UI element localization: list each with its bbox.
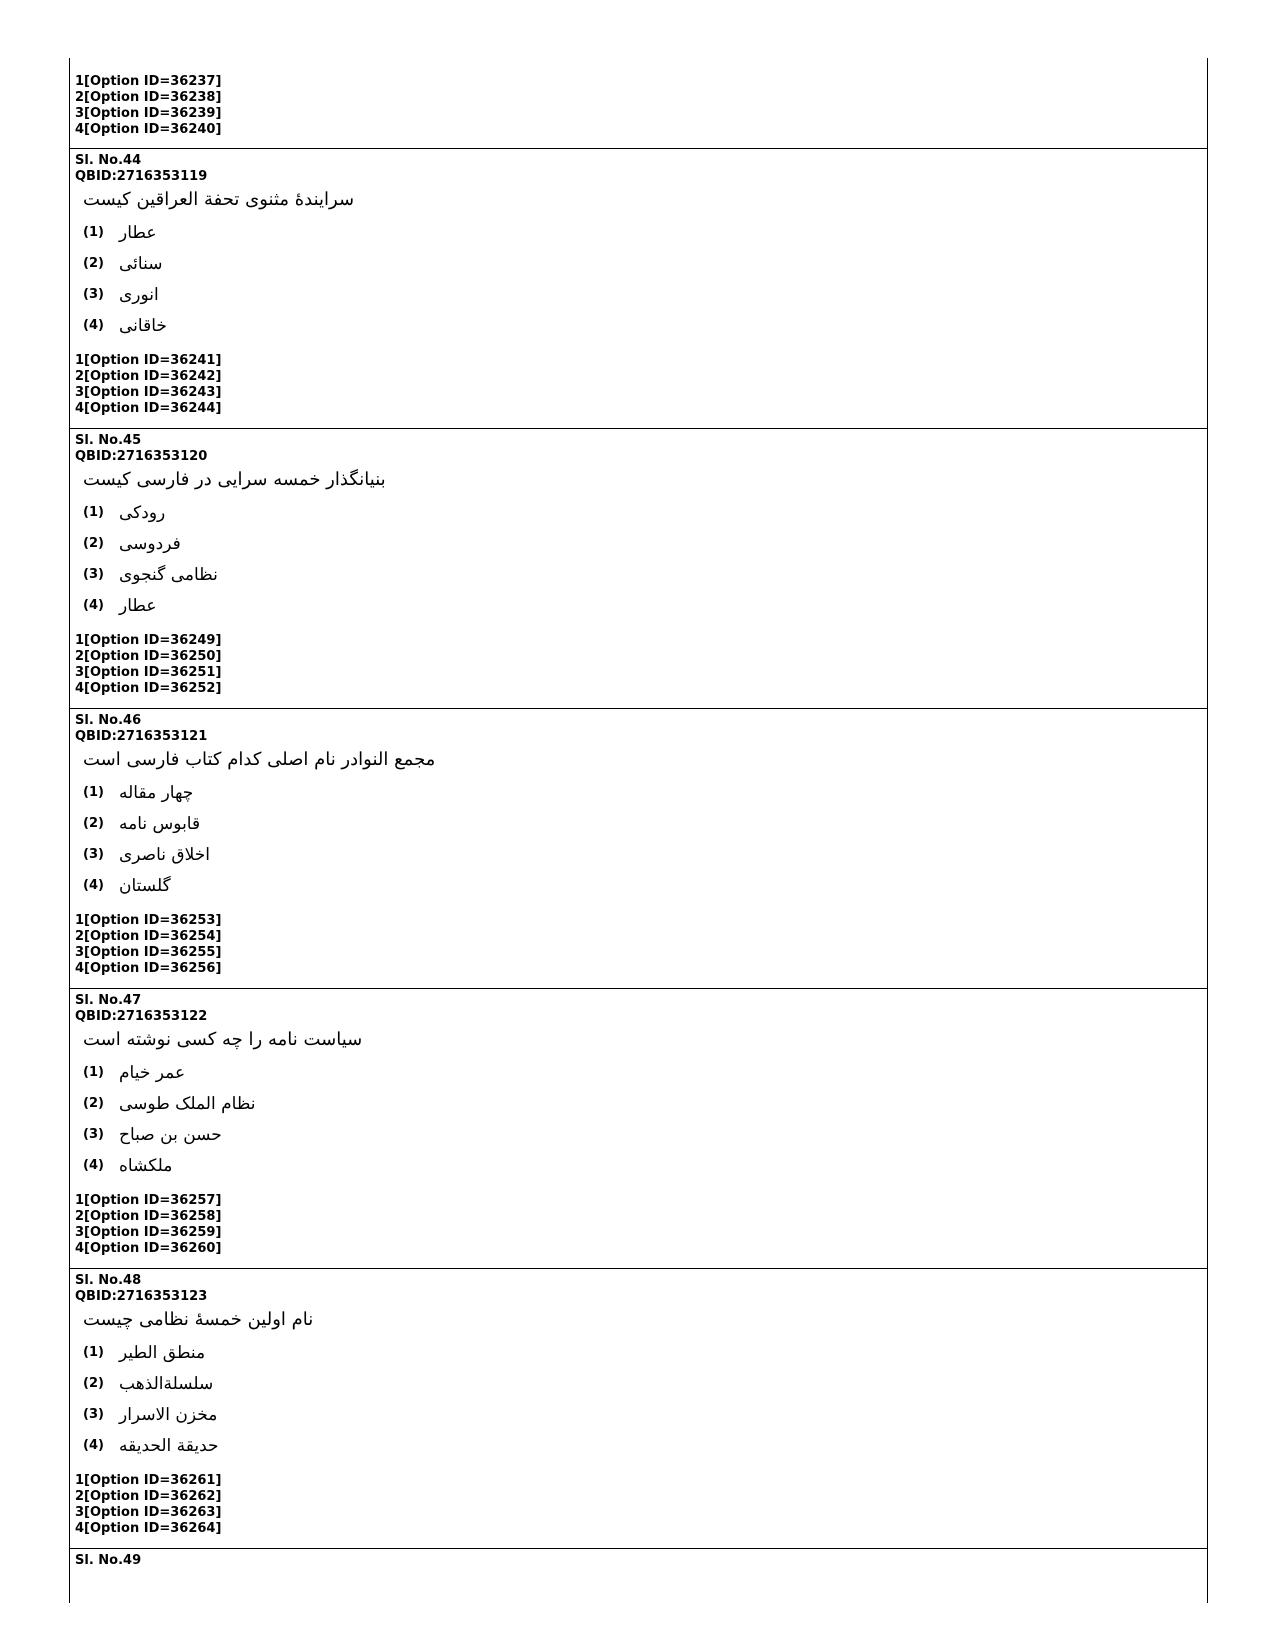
- qbid: QBID:2716353120: [75, 449, 208, 464]
- option-text: اخلاق ناصری: [119, 844, 211, 865]
- option-number: (1): [83, 1345, 104, 1360]
- option-id-line: 3[Option ID=36255]: [75, 945, 222, 960]
- option-number: (2): [83, 1376, 104, 1391]
- option-id-line: 4[Option ID=36252]: [75, 681, 222, 696]
- serial-number: Sl. No.48: [75, 1273, 142, 1288]
- option-number: (1): [83, 505, 104, 520]
- option-text: انوری: [119, 284, 159, 305]
- option-id-line: 1[Option ID=36241]: [75, 353, 222, 368]
- option-number: (3): [83, 567, 104, 582]
- answer-option: [83, 1119, 1207, 1150]
- option-number: (3): [83, 1127, 104, 1142]
- option-id-list: [75, 913, 1207, 977]
- question-text: سرایندۀ مثنوی تحفة العراقین کیست: [83, 189, 355, 210]
- option-number: (2): [83, 536, 104, 551]
- question-block: [70, 709, 1207, 989]
- option-id-line: 2[Option ID=36262]: [75, 1489, 222, 1504]
- option-text: رودکی: [119, 502, 166, 523]
- option-text: چهار مقاله: [119, 782, 194, 803]
- answer-option: [83, 497, 1207, 528]
- option-id-line: 3[Option ID=36251]: [75, 665, 222, 680]
- option-id-line: 2[Option ID=36250]: [75, 649, 222, 664]
- option-number: (4): [83, 878, 104, 893]
- option-id-line: 1[Option ID=36237]: [75, 74, 222, 89]
- answer-option: [83, 248, 1207, 279]
- answer-option: [83, 217, 1207, 248]
- option-text: حدیقة الحدیقه: [119, 1435, 219, 1456]
- answer-option: [83, 1057, 1207, 1088]
- option-id-line: 2[Option ID=36258]: [75, 1209, 222, 1224]
- option-id-line: 2[Option ID=36238]: [75, 90, 222, 105]
- answer-option: [83, 310, 1207, 341]
- option-id-line: 1[Option ID=36249]: [75, 633, 222, 648]
- serial-number: Sl. No.45: [75, 433, 142, 448]
- question-list: [70, 149, 1207, 1549]
- answer-option: [83, 870, 1207, 901]
- question-block: [70, 149, 1207, 429]
- option-id-line: 4[Option ID=36240]: [75, 122, 222, 137]
- question-block: [70, 989, 1207, 1269]
- question-sheet: [69, 58, 1208, 1603]
- serial-number: Sl. No.49: [75, 1553, 142, 1568]
- option-id-list: [75, 353, 1207, 417]
- answer-option: [83, 1368, 1207, 1399]
- option-id-line: 3[Option ID=36243]: [75, 385, 222, 400]
- option-text: عمر خیام: [119, 1062, 186, 1083]
- qbid: QBID:2716353121: [75, 729, 208, 744]
- option-id-list: [75, 1473, 1207, 1537]
- previous-question-option-ids: [70, 58, 1207, 149]
- qbid: QBID:2716353122: [75, 1009, 208, 1024]
- answer-option: [83, 808, 1207, 839]
- serial-number: Sl. No.47: [75, 993, 142, 1008]
- option-id-list: [75, 633, 1207, 697]
- option-id-line: 3[Option ID=36259]: [75, 1225, 222, 1240]
- option-text: گلستان: [119, 875, 171, 896]
- question-text: سیاست نامه را چه کسی نوشته است: [83, 1029, 363, 1050]
- option-number: (4): [83, 1158, 104, 1173]
- option-number: (4): [83, 1438, 104, 1453]
- answer-option: [83, 1088, 1207, 1119]
- question-text: بنیانگذار خمسه سرایی در فارسی کیست: [83, 469, 386, 490]
- option-text: خاقانی: [119, 315, 167, 336]
- option-id-line: 3[Option ID=36239]: [75, 106, 222, 121]
- option-number: (4): [83, 598, 104, 613]
- answer-option: [83, 1430, 1207, 1461]
- option-text: مخزن الاسرار: [119, 1404, 218, 1425]
- option-text: منطق الطیر: [119, 1342, 206, 1363]
- question-block: [70, 429, 1207, 709]
- option-text: فردوسی: [119, 533, 181, 554]
- question-text: مجمع النوادر نام اصلی کدام کتاب فارسی است: [83, 749, 436, 770]
- option-number: (2): [83, 256, 104, 271]
- question-block-partial: [70, 1549, 1207, 1569]
- option-text: قابوس نامه: [119, 813, 201, 834]
- option-number: (2): [83, 816, 104, 831]
- option-text: عطار: [119, 222, 157, 243]
- question-block: [70, 1269, 1207, 1549]
- answer-option: [83, 528, 1207, 559]
- option-number: (2): [83, 1096, 104, 1111]
- option-id-line: 4[Option ID=36244]: [75, 401, 222, 416]
- answer-option: [83, 1150, 1207, 1181]
- option-id-line: 1[Option ID=36261]: [75, 1473, 222, 1488]
- serial-number: Sl. No.44: [75, 153, 142, 168]
- option-number: (4): [83, 318, 104, 333]
- option-id-line: 1[Option ID=36257]: [75, 1193, 222, 1208]
- option-text: نظامی گنجوی: [119, 564, 218, 585]
- qbid: QBID:2716353123: [75, 1289, 208, 1304]
- option-id-line: 3[Option ID=36263]: [75, 1505, 222, 1520]
- question-text: نام اولین خمسۀ نظامی چیست: [83, 1309, 314, 1330]
- option-text: حسن بن صباح: [119, 1124, 222, 1145]
- answer-option: [83, 839, 1207, 870]
- option-id-line: 1[Option ID=36253]: [75, 913, 222, 928]
- answer-option: [83, 1399, 1207, 1430]
- answer-option: [83, 590, 1207, 621]
- option-text: سنائی: [119, 253, 163, 274]
- option-text: سلسلةالذهب: [119, 1373, 214, 1394]
- qbid: QBID:2716353119: [75, 169, 208, 184]
- answer-option: [83, 1337, 1207, 1368]
- option-number: (3): [83, 847, 104, 862]
- option-number: (1): [83, 1065, 104, 1080]
- option-number: (3): [83, 1407, 104, 1422]
- answer-option: [83, 559, 1207, 590]
- option-text: عطار: [119, 595, 157, 616]
- option-id-line: 4[Option ID=36256]: [75, 961, 222, 976]
- option-number: (1): [83, 785, 104, 800]
- option-text: ملکشاه: [119, 1155, 173, 1176]
- answer-option: [83, 279, 1207, 310]
- option-id-line: 2[Option ID=36254]: [75, 929, 222, 944]
- option-number: (3): [83, 287, 104, 302]
- option-text: نظام الملک طوسی: [119, 1093, 256, 1114]
- answer-option: [83, 777, 1207, 808]
- option-id-line: 4[Option ID=36264]: [75, 1521, 222, 1536]
- option-id-line: 2[Option ID=36242]: [75, 369, 222, 384]
- serial-number: Sl. No.46: [75, 713, 142, 728]
- option-number: (1): [83, 225, 104, 240]
- option-id-line: 4[Option ID=36260]: [75, 1241, 222, 1256]
- option-id-list: [75, 1193, 1207, 1257]
